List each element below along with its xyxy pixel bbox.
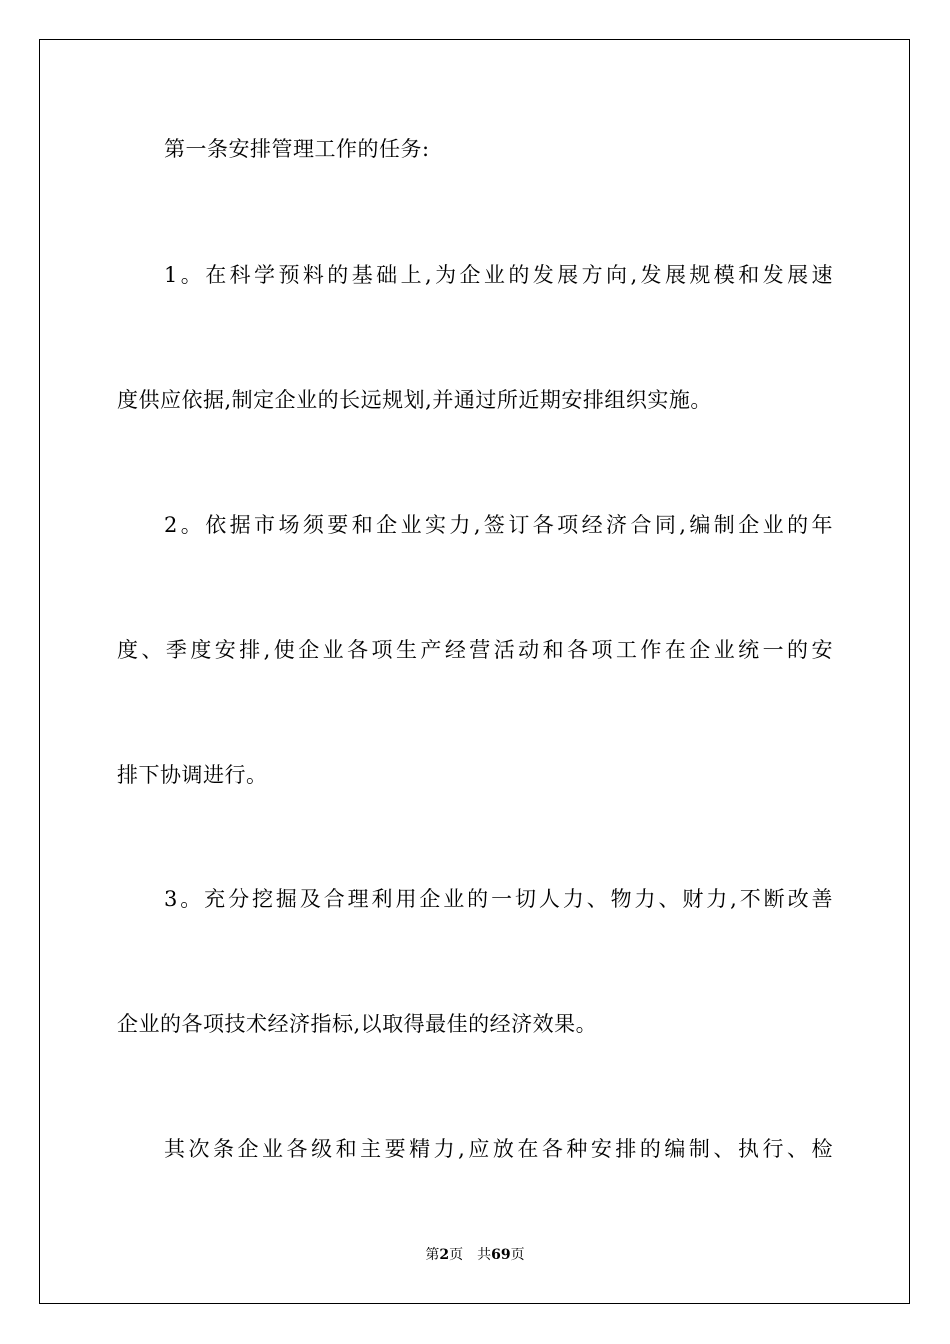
text-line-6: 排下协调进行。: [117, 763, 268, 787]
text-line-8: 企业的各项技术经济指标,以取得最佳的经济效果。: [117, 1012, 598, 1036]
text-line-7: 3。充分挖掘及合理利用企业的一切人力、物力、财力,不断改善: [164, 887, 833, 911]
page-prefix: 第: [425, 1247, 440, 1263]
text-line-1: 第一条安排管理工作的任务:: [164, 137, 430, 161]
text-line-3: 度供应依据,制定企业的长远规划,并通过所近期安排组织实施。: [117, 388, 712, 412]
page-number: 2: [439, 1247, 450, 1263]
page-footer: [0, 1246, 950, 1264]
total-suffix: 页: [510, 1247, 525, 1263]
text-line-2: 1。在科学预料的基础上,为企业的发展方向,发展规模和发展速: [164, 263, 833, 287]
page-frame: [39, 39, 910, 1304]
text-line-5: 度、季度安排,使企业各项生产经营活动和各项工作在企业统一的安: [117, 638, 833, 662]
page-suffix: 页: [449, 1247, 464, 1263]
total-pages: 69: [491, 1247, 511, 1263]
text-line-4: 2。依据市场须要和企业实力,签订各项经济合同,编制企业的年: [164, 513, 833, 537]
text-line-9: 其次条企业各级和主要精力,应放在各种安排的编制、执行、检: [164, 1137, 833, 1161]
total-prefix: 共: [477, 1247, 492, 1263]
